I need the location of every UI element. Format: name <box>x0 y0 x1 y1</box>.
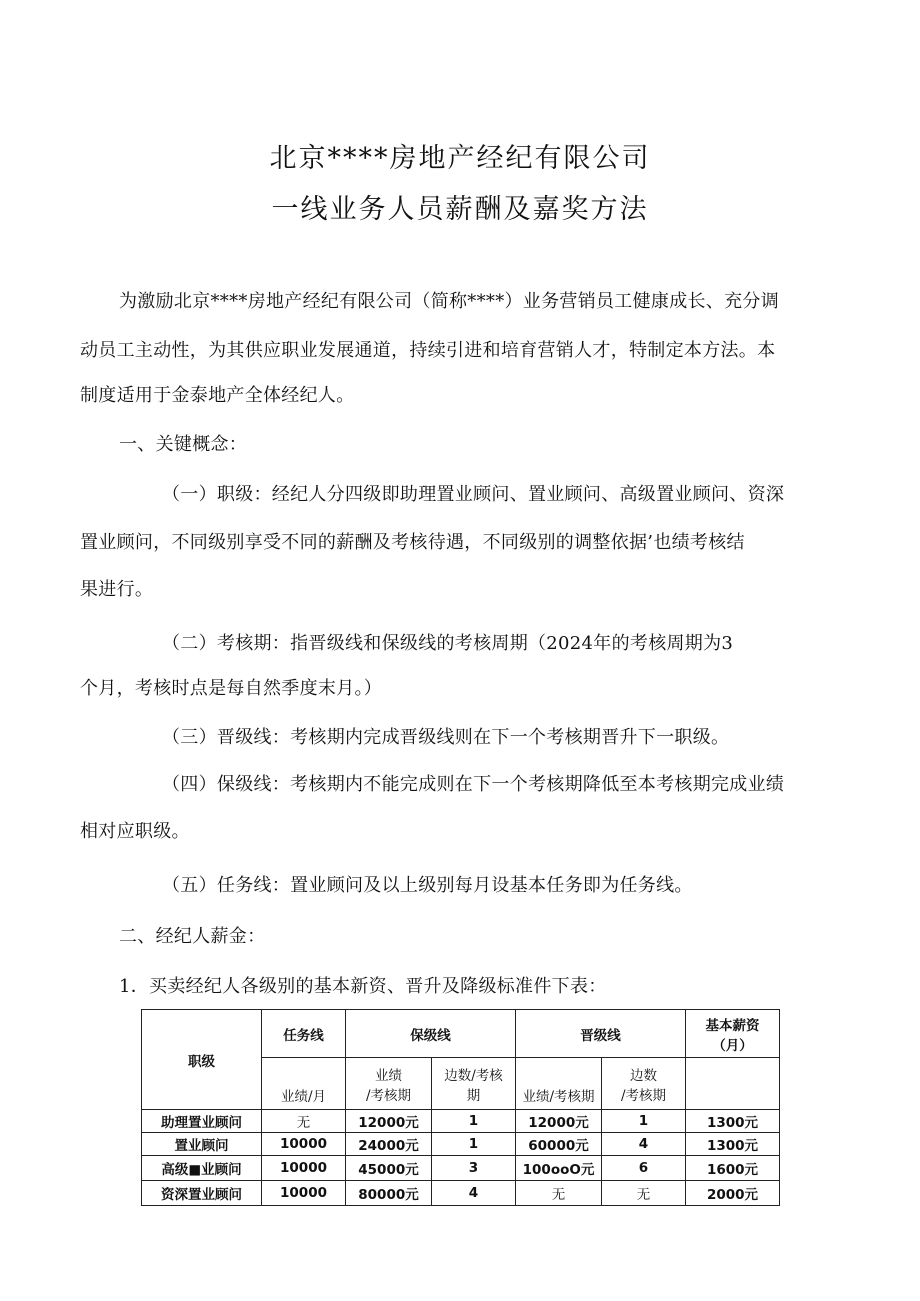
cell-promote-deals: 4 <box>602 1133 686 1156</box>
header-rank: 职级 <box>142 1010 262 1110</box>
concept-paragraph-line: （五）任务线：置业顾问及以上级别每月设基本任务即为任务线。 <box>162 875 693 896</box>
cell-promote-deals: 1 <box>602 1110 686 1133</box>
cell-promote-deals: 6 <box>602 1156 686 1181</box>
subheader-promote-deals <box>602 1058 686 1110</box>
cell-task: 无 <box>262 1110 346 1133</box>
cell-rank: 资深置业顾问 <box>142 1181 262 1206</box>
salary-table <box>141 1009 780 1206</box>
cell-keep-deals: 3 <box>432 1156 516 1181</box>
intro-line: 为激励北京****房地产经纪有限公司（简称****）业务营销员工健康成长、充分调 <box>119 291 779 312</box>
cell-keep-deals: 1 <box>432 1110 516 1133</box>
section1-heading: 一、关键概念： <box>119 434 248 455</box>
table-row <box>142 1110 780 1133</box>
cell-rank: 置业顾问 <box>142 1133 262 1156</box>
cell-promote-performance: 100ooO元 <box>516 1156 602 1181</box>
cell-salary: 2000元 <box>686 1181 780 1206</box>
table-row <box>142 1156 780 1181</box>
subheader-task-performance: 业绩/月 <box>262 1058 346 1110</box>
cell-task: 10000 <box>262 1156 346 1181</box>
intro-line: 动员工主动性，为其供应职业发展通道，持续引进和培育营销人才，特制定本方法。本 <box>80 340 776 361</box>
header-base-salary <box>686 1010 780 1058</box>
concept-paragraph-line: （四）保级线：考核期内不能完成则在下一个考核期降低至本考核期完成业绩 <box>162 774 785 795</box>
cell-promote-performance: 60000元 <box>516 1133 602 1156</box>
cell-salary: 1300元 <box>686 1133 780 1156</box>
subheader-promote-deals-line2: /考核期 <box>620 1087 667 1104</box>
cell-salary: 1300元 <box>686 1110 780 1133</box>
section2-heading: 二、经纪人薪金： <box>119 926 266 947</box>
header-keep-line: 保级线 <box>346 1010 516 1058</box>
concept-paragraph-line: （三）晋级线：考核期内完成晋级线则在下一个考核期晋升下一职级。 <box>162 727 730 748</box>
cell-rank: 助理置业顾问 <box>142 1110 262 1133</box>
cell-task: 10000 <box>262 1181 346 1206</box>
cell-salary: 1600元 <box>686 1156 780 1181</box>
cell-keep-deals: 4 <box>432 1181 516 1206</box>
concept-paragraph-line: 相对应职级。 <box>80 821 190 842</box>
subheader-empty <box>686 1058 780 1110</box>
subheader-keep-performance-line1: 业绩 <box>375 1067 402 1084</box>
concept-paragraph-line: （二）考核期：指晋级线和保级线的考核周期（2024年的考核周期为3 <box>162 633 734 654</box>
subheader-keep-deals <box>432 1058 516 1110</box>
cell-promote-performance: 12000元 <box>516 1110 602 1133</box>
cell-keep-performance: 45000元 <box>346 1156 432 1181</box>
document-title-line1: 北京****房地产经纪有限公司 <box>269 143 651 174</box>
header-base-salary-line2: （月） <box>712 1037 753 1054</box>
header-task-line: 任务线 <box>262 1010 346 1058</box>
cell-keep-performance: 12000元 <box>346 1110 432 1133</box>
header-promote-line: 晋级线 <box>516 1010 686 1058</box>
subheader-promote-performance: 业绩/考核期 <box>516 1058 602 1110</box>
subheader-promote-deals-line1: 边数 <box>630 1067 657 1084</box>
concept-paragraph-line: 果进行。 <box>80 579 154 600</box>
concept-paragraph-line: 个月，考核时点是每自然季度末月。） <box>80 678 383 699</box>
intro-line: 制度适用于金泰地产全体经纪人。 <box>80 385 355 406</box>
subheader-keep-performance <box>346 1058 432 1110</box>
document-title-line2: 一线业务人员薪酬及嘉奖方法 <box>271 194 649 225</box>
subheader-keep-deals-line1: 边数/考核 <box>444 1067 503 1084</box>
table-row <box>142 1181 780 1206</box>
cell-keep-performance: 80000元 <box>346 1181 432 1206</box>
cell-keep-performance: 24000元 <box>346 1133 432 1156</box>
cell-rank: 高级■业顾问 <box>142 1156 262 1181</box>
subheader-keep-deals-line2: 期 <box>466 1087 481 1104</box>
cell-promote-deals: 无 <box>602 1181 686 1206</box>
subheader-keep-performance-line2: /考核期 <box>365 1087 412 1104</box>
header-base-salary-line1: 基本薪资 <box>705 1017 760 1034</box>
cell-task: 10000 <box>262 1133 346 1156</box>
table-intro: 1．买卖经纪人各级别的基本新资、晋升及降级标准件下表： <box>119 976 607 997</box>
concept-paragraph-line: 置业顾问，不同级别享受不同的薪酬及考核待遇，不同级别的调整依据’也绩考核结 <box>80 532 745 553</box>
cell-promote-performance: 无 <box>516 1181 602 1206</box>
table-row <box>142 1133 780 1156</box>
cell-keep-deals: 1 <box>432 1133 516 1156</box>
concept-paragraph-line: （一）职级：经纪人分四级即助理置业顾问、置业顾问、高级置业顾问、资深 <box>162 484 785 505</box>
